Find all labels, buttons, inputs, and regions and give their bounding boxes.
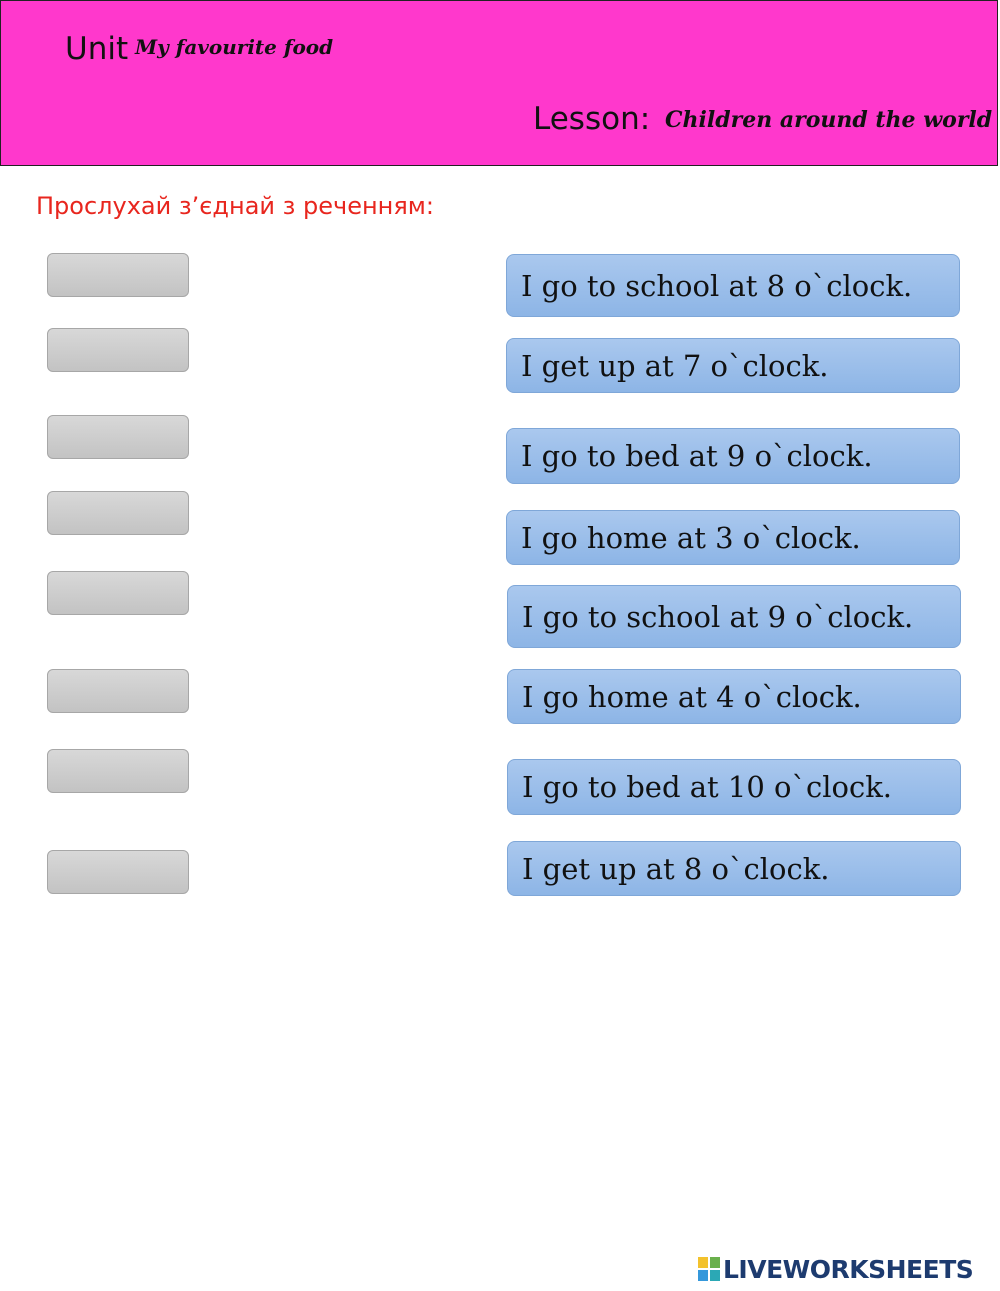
- audio-drop-box[interactable]: [47, 850, 189, 894]
- liveworksheets-logo: [698, 1252, 973, 1286]
- liveworksheets-logo-icon: [698, 1257, 720, 1281]
- audio-drop-box[interactable]: [47, 491, 189, 535]
- audio-drop-box[interactable]: [47, 415, 189, 459]
- sentence-option[interactable]: I go to school at 8 o`clock.: [506, 254, 960, 317]
- unit-name: My favourite food: [135, 35, 334, 59]
- sentence-option[interactable]: I go to bed at 9 o`clock.: [506, 428, 960, 484]
- audio-drop-box[interactable]: [47, 571, 189, 615]
- sentence-option[interactable]: I get up at 8 o`clock.: [507, 841, 961, 896]
- audio-drop-box[interactable]: [47, 253, 189, 297]
- instruction-text: Прослухай з’єднай з реченням:: [36, 192, 434, 220]
- sentence-option[interactable]: I go home at 3 o`clock.: [506, 510, 960, 565]
- audio-drop-box[interactable]: [47, 669, 189, 713]
- audio-drop-box[interactable]: [47, 749, 189, 793]
- sentence-option[interactable]: I get up at 7 o`clock.: [506, 338, 960, 393]
- worksheet-header: [0, 0, 998, 166]
- sentence-option[interactable]: I go to bed at 10 o`clock.: [507, 759, 961, 815]
- unit-label: Unit: [65, 31, 129, 67]
- lesson-label: Lesson:: [533, 101, 651, 137]
- lesson-name: Children around the world: [665, 107, 993, 133]
- logo-text: LIVEWORKSHEETS: [723, 1254, 974, 1284]
- sentence-option[interactable]: I go home at 4 o`clock.: [507, 669, 961, 724]
- sentence-option[interactable]: I go to school at 9 o`clock.: [507, 585, 961, 648]
- audio-drop-box[interactable]: [47, 328, 189, 372]
